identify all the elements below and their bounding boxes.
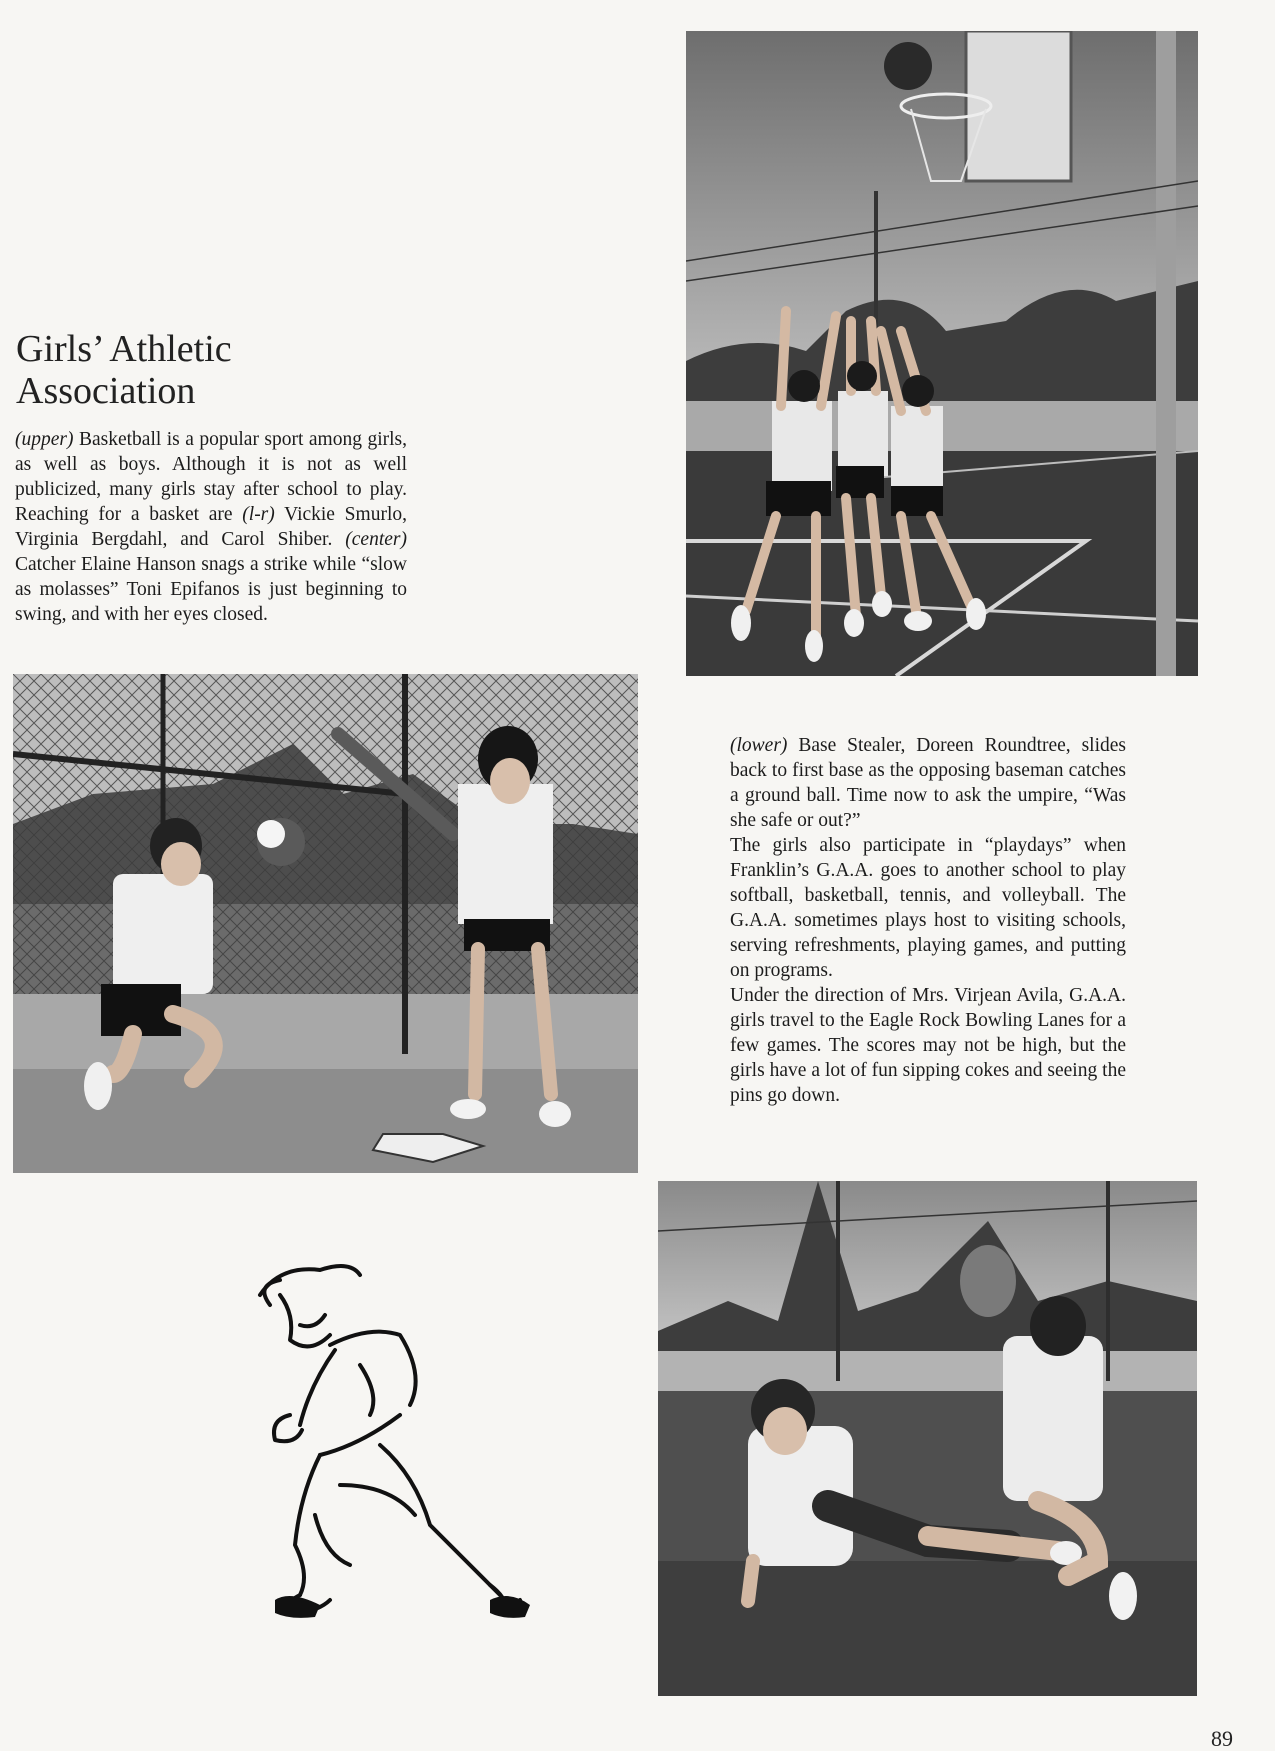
caption-lead-lower: (lower) <box>730 735 788 756</box>
caption-lead-center: (center) <box>345 529 407 550</box>
page-title-line-1: Girls’ Athletic <box>16 328 232 370</box>
page-title <box>16 328 232 412</box>
lower-caption <box>730 733 1126 1108</box>
base-slide-photo-illustration <box>658 1181 1197 1696</box>
runner-sketch-illustration <box>240 1255 570 1655</box>
lower-caption-paragraph-2: The girls also participate in “playdays” when Franklin’s G.A.A. goes to another school to play softball, basketball, tennis, and volleyball. The G.A.A. sometimes plays host to visiting schools, serving refreshments, playing games, and putting on programs. <box>730 835 1126 981</box>
lower-caption-paragraph-3: Under the direction of Mrs. Virjean Avila, G.A.A. girls travel to the Eagle Rock Bowling Lanes for a few games. The scores may not be high, but the girls have a lot of fun sipping cokes and seeing the pins go down. <box>730 985 1126 1106</box>
caption-text-lower: Base Stealer, Doreen Roundtree, slides back to first base as the opposing baseman catches a ground ball. Time now to ask the umpire, “Was she safe or out?” <box>730 735 1126 831</box>
caption-lead-upper: (upper) <box>15 429 74 450</box>
caption-text-upper: Basketball is a popular sport among girls, as well as boys. Although it is not as well publicized, many girls stay after school to play. Reaching for a basket are <box>15 429 407 525</box>
basketball-photo-illustration <box>686 31 1198 676</box>
page-number: 89 <box>1211 1726 1233 1751</box>
upper-caption <box>15 427 407 627</box>
base-slide-photo <box>658 1181 1197 1696</box>
softball-photo-illustration <box>13 674 638 1173</box>
caption-lead-lr: (l-r) <box>242 504 275 525</box>
caption-text-center: Catcher Elaine Hanson snags a strike while “slow as molasses” Toni Epifanos is just beginning to swing, and with her eyes closed. <box>15 554 407 625</box>
page-title-line-2: Association <box>16 370 196 412</box>
caption-text-names: Vickie Smurlo, Virginia Bergdahl, and Carol Shiber. <box>15 504 407 550</box>
basketball-photo <box>686 31 1198 676</box>
lower-caption-paragraph-1 <box>730 733 1126 833</box>
softball-photo <box>13 674 638 1173</box>
